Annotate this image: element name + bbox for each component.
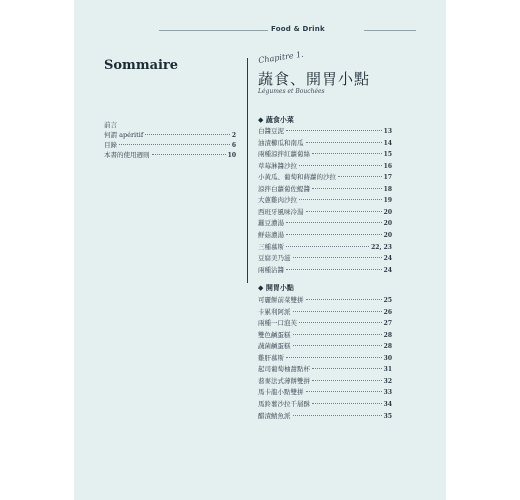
toc-entry[interactable]: [258, 318, 392, 329]
toc-entry[interactable]: [258, 138, 392, 149]
toc-entry-page: 16: [383, 162, 392, 170]
header-rule-right: [364, 30, 416, 31]
leader-dots: [306, 142, 382, 143]
toc-entry-label: 西班牙風味冷湯: [258, 207, 304, 216]
section-heading-vegetables: ◆ 蔬食小菜: [258, 115, 294, 124]
toc-entry-page: 35: [383, 412, 392, 420]
leader-dots: [306, 299, 382, 300]
left-toc-label: 何謂 apéritif: [104, 131, 144, 139]
leader-dots: [145, 134, 230, 135]
toc-entry-page: 30: [383, 354, 392, 362]
toc-entry[interactable]: [258, 364, 392, 375]
toc-entry[interactable]: [258, 353, 392, 364]
leader-dots: [152, 154, 226, 155]
toc-entry-label: 草莓淋醬沙拉: [258, 161, 297, 170]
toc-entry[interactable]: [258, 376, 392, 387]
left-toc-label: 本書的使用週則: [104, 151, 150, 159]
toc-entry[interactable]: [258, 218, 392, 229]
section-heading-bites: ◆ 開胃小點: [258, 283, 294, 292]
toc-entry-label: 三種慕斯: [258, 242, 284, 251]
leader-dots: [293, 334, 382, 335]
leader-dots: [312, 153, 382, 154]
toc-page: [74, 0, 446, 500]
toc-entry-label: 卡累利阿派: [258, 307, 291, 316]
left-toc-page: 10: [227, 152, 236, 159]
toc-entry-page: 25: [383, 297, 392, 304]
chapter-script-label: Chapitre 1.: [257, 49, 305, 65]
toc-entry[interactable]: [258, 387, 392, 398]
leader-dots: [293, 311, 382, 312]
toc-entry-page: 24: [383, 266, 392, 274]
toc-entry-label: 大蔥雞肉沙拉: [258, 196, 297, 205]
toc-entry[interactable]: [258, 411, 392, 422]
left-toc-label: 前言: [104, 121, 117, 129]
toc-entry-page: 17: [383, 174, 392, 182]
left-toc-page: 2: [231, 132, 236, 139]
toc-entry[interactable]: [258, 253, 392, 264]
toc-entry-label: 起司葡萄柚甜點杯: [258, 365, 310, 374]
toc-entry-label: 豆腐美乃滋: [258, 254, 291, 263]
left-toc-label: 目錄: [104, 141, 117, 149]
leader-dots: [119, 144, 230, 145]
toc-entry[interactable]: [258, 126, 392, 137]
leader-dots: [286, 269, 382, 270]
toc-entry-page: 19: [383, 197, 392, 205]
left-toc-row[interactable]: [104, 150, 236, 161]
leader-dots: [286, 246, 369, 247]
chapter-subtitle: Légumes et Bouchées: [258, 88, 325, 95]
toc-entry-page: 20: [383, 231, 392, 239]
leader-dots: [286, 234, 382, 235]
toc-entry[interactable]: [258, 295, 392, 306]
toc-entry-label: 蠶豆濃湯: [258, 219, 284, 228]
toc-entry-label: 鮮菇濃湯: [258, 230, 284, 239]
chapter-title: 蔬食、開胃小點: [258, 70, 371, 88]
toc-entry-label: 兩種沾醬: [258, 265, 284, 274]
toc-entry-label: 雞肝慕斯: [258, 353, 284, 362]
leader-dots: [312, 403, 382, 404]
toc-entry[interactable]: [258, 330, 392, 341]
toc-entry-label: 蕎麥法式薄餅雙拼: [258, 376, 310, 385]
toc-entry[interactable]: [258, 195, 392, 206]
toc-entry-label: 涼拌白蘿蔔佐鯷醬: [258, 184, 310, 193]
toc-entry[interactable]: [258, 230, 392, 241]
leader-dots: [286, 357, 382, 358]
toc-entry-page: 28: [383, 343, 392, 351]
column-divider: [247, 58, 248, 283]
toc-entry-page: 20: [383, 208, 392, 216]
leader-dots: [299, 199, 382, 200]
toc-entry[interactable]: [258, 242, 392, 253]
leader-dots: [286, 222, 382, 223]
toc-entry-page: 22, 23: [371, 243, 392, 251]
leader-dots: [299, 322, 382, 323]
toc-entry-page: 31: [383, 366, 392, 374]
toc-entry-page: 14: [383, 139, 392, 147]
leader-dots: [286, 130, 382, 131]
toc-entry[interactable]: [258, 172, 392, 183]
toc-entry[interactable]: [258, 149, 392, 160]
toc-entry-page: 20: [383, 220, 392, 228]
toc-entry-page: 32: [383, 377, 392, 385]
toc-entry-page: 34: [383, 400, 392, 408]
toc-entry-label: 可麗餅前菜雙拼: [258, 296, 304, 304]
leader-dots: [299, 165, 382, 166]
toc-entry-label: 馬卡龍小點雙拼: [258, 388, 304, 397]
toc-entry-page: 28: [383, 331, 392, 339]
toc-entry-page: 33: [383, 389, 392, 397]
left-toc-row[interactable]: [104, 120, 236, 130]
leader-dots: [306, 391, 382, 392]
leader-dots: [312, 188, 382, 189]
leader-dots: [338, 176, 382, 177]
leader-dots: [293, 257, 382, 258]
toc-entry[interactable]: [258, 341, 392, 352]
toc-entry[interactable]: [258, 399, 392, 410]
header-rule-left: [159, 30, 268, 31]
toc-entry[interactable]: [258, 265, 392, 276]
toc-entry[interactable]: [258, 207, 392, 218]
left-toc-page: 6: [231, 142, 236, 149]
toc-entry-page: 15: [383, 151, 392, 159]
toc-entry-label: 兩種涼拌紅蘿蔔絲: [258, 150, 310, 159]
toc-entry-page: 13: [383, 128, 392, 135]
leader-dots: [306, 211, 382, 212]
leader-dots: [293, 415, 382, 416]
leader-dots: [312, 368, 382, 369]
toc-entry[interactable]: [258, 161, 392, 172]
leader-dots: [293, 345, 382, 346]
toc-entry[interactable]: [258, 184, 392, 195]
toc-entry-label: 馬鈴薯沙拉千層酥: [258, 399, 310, 408]
toc-entry-label: 兩種一口泡芙: [258, 319, 297, 328]
toc-entry-page: 27: [383, 320, 392, 328]
toc-entry-label: 白醬豆泥: [258, 127, 284, 135]
running-header: [74, 25, 446, 37]
toc-entry-page: 18: [383, 185, 392, 193]
toc-entry-label: 醋漬鯖魚派: [258, 411, 291, 420]
toc-entry-label: 雙色鹹蛋糕: [258, 330, 291, 339]
toc-entry-page: 26: [383, 308, 392, 316]
toc-entry-label: 蔬菌鹹蛋糕: [258, 342, 291, 351]
toc-entry[interactable]: [258, 307, 392, 318]
sommaire-title: Sommaire: [104, 58, 179, 73]
toc-entry-label: 油漬櫛瓜和南瓜: [258, 138, 304, 147]
toc-entry-page: 24: [383, 255, 392, 263]
header-title: Food & Drink: [271, 25, 325, 33]
leader-dots: [312, 380, 382, 381]
toc-entry-label: 小黃瓜、葡萄和蒔蘿的沙拉: [258, 173, 336, 182]
